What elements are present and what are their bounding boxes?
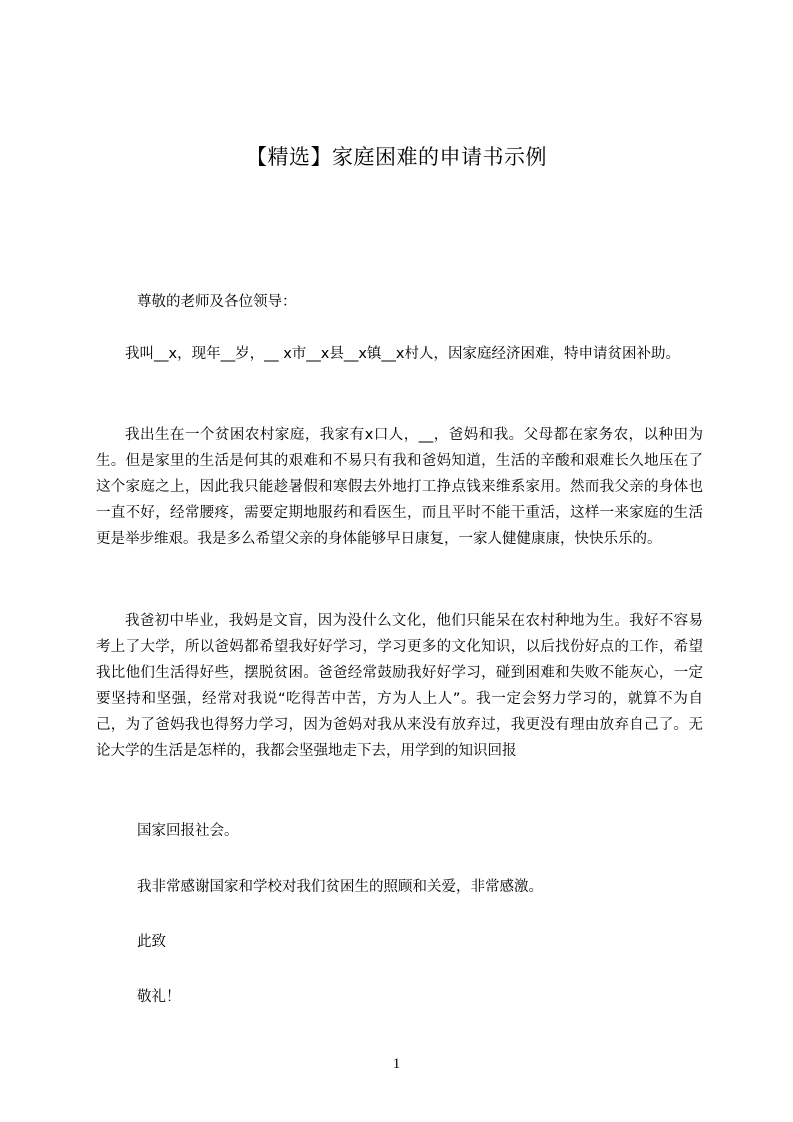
paragraph-parents: 我爸初中毕业，我妈是文盲，因为没什么文化，他们只能呆在农村种地为生。我好不容易考上了大学，所以爸妈都希望我好好学习，学习更多的文化知识，以后找份好点的工作，希望我比他们生活得好些，摆脱贫困。爸爸经常鼓励我好好学习，碰到困难和失败不能灰心，一定要坚持和坚强，经常对我说“吃得苦中苦，方为人上人”。我一定会努力学习的，就算不为自己，为了爸妈我也得努力学习，因为爸妈对我从来没有放弃过，我更没有理由放弃自己了。无论大学的生活是怎样的，我都会坚强地走下去，用学到的知识回报	[96, 613, 703, 759]
paragraph-intro: 我叫__x，现年__岁，__ x市__x县__x镇__x村人，因家庭经济困难，特申请贫困补助。	[125, 346, 681, 362]
document-title: 【精选】家庭困难的申请书示例	[246, 145, 547, 169]
paragraph-thanks: 我非常感谢国家和学校对我们贫困生的照顾和关爱，非常感激。	[137, 879, 543, 895]
page-number: 1	[392, 1056, 401, 1072]
salutation: 尊敬的老师及各位领导：	[137, 294, 297, 310]
paragraph-continuation: 国家回报社会。	[137, 823, 239, 839]
closing-line-2: 敬礼！	[137, 989, 181, 1005]
paragraph-family: 我出生在一个贫困农村家庭，我家有x口人，__，爸妈和我。父母都在家务农，以种田为生。但是家里的生活是何其的艰难和不易只有我和爸妈知道，生活的辛酸和艰难长久地压在了这个家庭之上，因此我只能趁暑假和寒假去外地打工挣点钱来维系家用。然而我父亲的身体也一直不好，经常腰疼，需要定期地服药和看医生，而且平时不能干重活，这样一来家庭的生活更是举步维艰。我是多么希望父亲的身体能够早日康复，一家人健健康康，快快乐乐的。	[96, 427, 703, 547]
closing-line-1: 此致	[137, 934, 166, 950]
